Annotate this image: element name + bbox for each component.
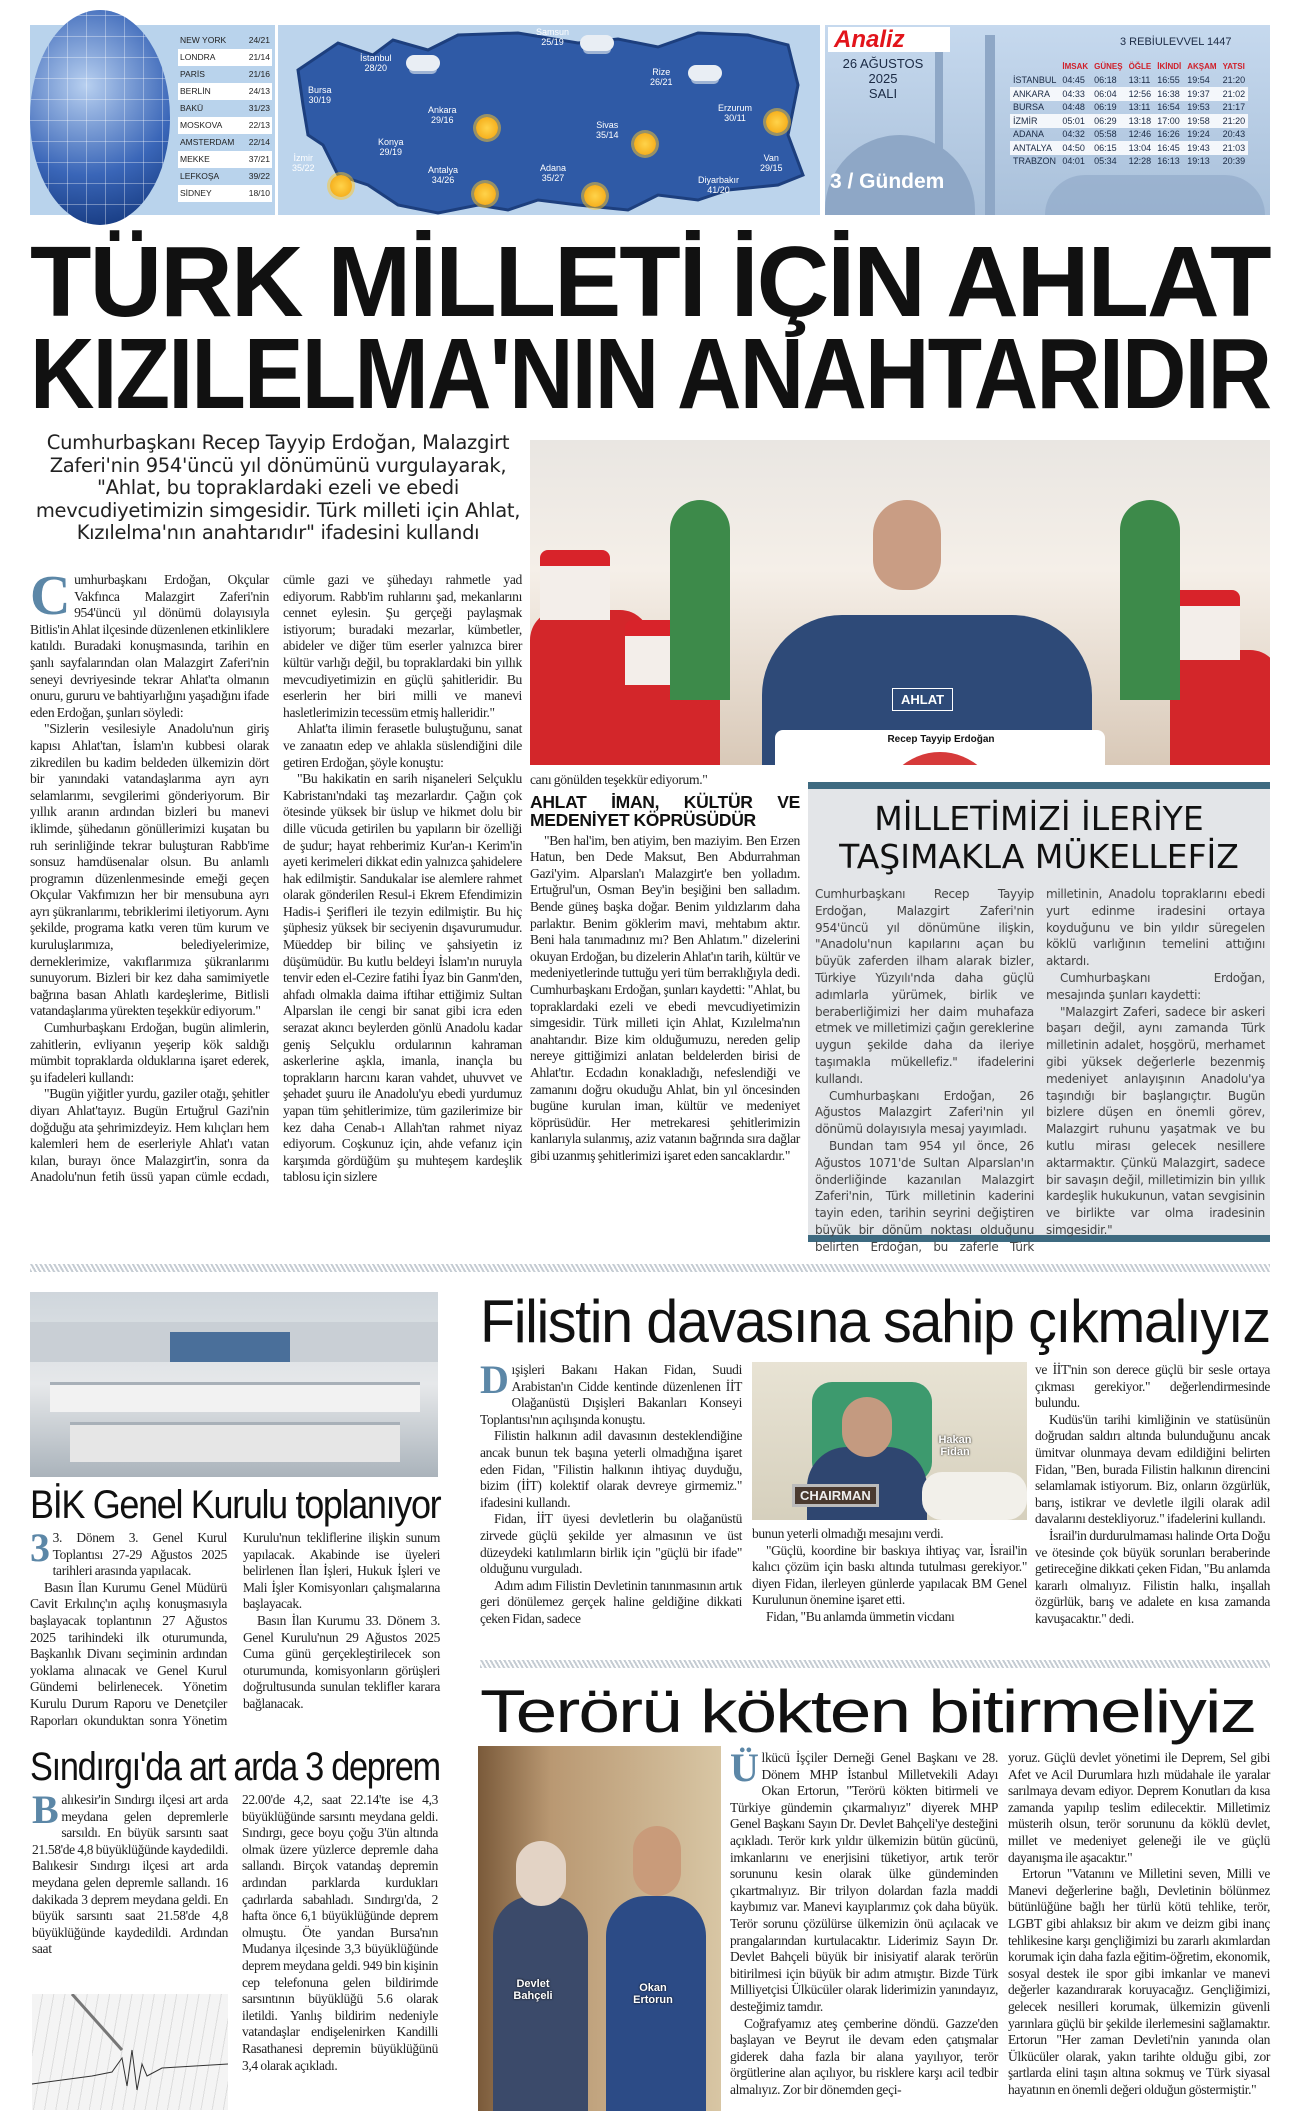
world-city-row [178, 32, 272, 49]
seismograph-photo [32, 1994, 228, 2110]
paragraph: Filistin halkının adil davasının desteklendiğine ancak bunun tek başına yeterli olmadığına işaret eden Fidan, "Filistin halkının ihtiyaç duyduğu, bizim (İİT) kolektif olarak devreye girmemiz." ifadesini kullandı. [480, 1428, 742, 1510]
paragraph: Fidan, İİT üyesi devletlerin bu olağanüstü zirvede güçlü şekilde yer almasının ve üst düzeydeki katılımların birlik için "güçlü bir ifade" olduğunu vurguladı. [480, 1511, 742, 1577]
paragraph: alıkesir'in Sındırgı ilçesi art arda meydana gelen depremlerle sarsıldı. En büyük sarsıntı saat 21.58'de 4,8 büyüklüğünde kaydedildi. Balıkesir Sındırgı ilçesi art arda meydana gelen depremle sallandı. 16 dakikada 3 deprem meydana geldi. En büyük sarsıntı saat 21.58'de 4,8 büyüklüğünde kaydedildi. Ardından saat [32, 1792, 228, 1957]
city-name: MOSKOVA [180, 120, 223, 130]
drop-cap: B [32, 1787, 59, 1832]
prayer-city: TRABZON [1013, 156, 1057, 167]
paragraph: Cumhurbaşkanı Erdoğan, mesajında şunları kaydetti: [1046, 970, 1265, 1002]
map-city [650, 67, 673, 87]
teror-col1 [730, 1745, 998, 2098]
city-temp: 22/13 [248, 120, 270, 130]
map-city-name: Sivas [596, 120, 619, 130]
map-city-temp: 30/11 [724, 113, 746, 123]
drop-cap: 3 [30, 1525, 50, 1570]
map-city [718, 103, 752, 123]
sun-icon [634, 133, 656, 155]
map-city-name: Adana [540, 163, 567, 173]
drop-cap: C [30, 565, 71, 627]
prayer-time: 19:13 [1187, 156, 1210, 167]
drop-cap: D [480, 1357, 509, 1402]
prayer-time: 16:54 [1157, 102, 1180, 113]
prayer-city: BURSA [1013, 102, 1045, 113]
drop-cap: Ü [730, 1745, 759, 1790]
city-name: SİDNEY [180, 188, 212, 198]
map-city-temp: 29/15 [760, 163, 783, 173]
world-city-row [178, 83, 272, 100]
city-temp: 24/21 [248, 35, 270, 45]
analiz-logo[interactable]: Analiz [828, 27, 950, 52]
prayer-time: 19:54 [1187, 75, 1210, 86]
chairman-sign: CHAIRMAN [792, 1484, 879, 1507]
box-body [815, 886, 1265, 1256]
city-name: MEKKE [180, 154, 210, 164]
map-city-name: İzmir [293, 153, 314, 163]
photo-caption: Devlet Bahçeli [513, 1978, 553, 2002]
map-city [698, 175, 739, 195]
map-city-name: Van [763, 153, 779, 163]
prayer-time: 04:33 [1059, 87, 1091, 101]
map-city-temp: 30/19 [308, 95, 332, 105]
world-weather-table [178, 32, 272, 202]
city-name: BAKÜ [180, 103, 204, 113]
prayer-header: İMSAK [1062, 62, 1089, 72]
turkey-weather-map [278, 25, 820, 215]
paragraph: Adım adım Filistin Devletinin tanınmasının artık geri dönülemez gerçek haline geldiğine dikkati çeken Fidan, sadece [480, 1577, 742, 1626]
map-city-name: Bursa [308, 85, 332, 95]
prayer-time: 19:58 [1184, 114, 1219, 128]
prayer-time: 16:13 [1157, 156, 1180, 167]
prayer-time: 19:53 [1187, 102, 1210, 113]
paragraph: "Bugün yiğitler yurdu, gaziler otağı, şehitler diyarı Ahlat'tayız. Bugün Ertuğrul Gazi'nin doğduğu ata şehrimizdeyiz. Hem kılıçları hem kalemleri hem de eserleriyle Ahlat'ı vatan kılan, burayı önce Malazgirt'in, sonra da Anadolu'nun fetih üssü yapan cümle ecdadı, cümle gazi ve şühedayı rahmetle yad ediyorum. Rabb'im ruhlarını şad, mekanlarını cennet eylesin. Şu gerçeği paylaşmak istiyorum; buradaki mezarlar, kümbetler, abideler ve diğer tüm eserler yalnızca birer kültür varlığı değil, bu topraklardaki bin yıllık mevcudiyetimizin en güçlü şahitleridir. Bu eserlerin her biri milli ve manevi hasletlerimizin tecessüm etmiş halleridir." [30, 572, 522, 1185]
world-city-row [178, 151, 272, 168]
hijri-date: 3 REBİULEVVEL 1447 [1120, 36, 1232, 48]
prayer-header: İKİNDİ [1157, 62, 1182, 72]
map-city-name: İstanbul [360, 53, 392, 63]
box-headline [808, 800, 1270, 876]
map-city [536, 27, 569, 47]
globe-grid [30, 10, 170, 225]
erdogan-speech-photo [530, 440, 1270, 765]
prayer-time: 04:01 [1062, 156, 1085, 167]
paragraph: ve İİT'nin son derece güçlü bir sesle ortaya çıkması gerekiyor." değerlendirmesinde bulundu. [1035, 1362, 1270, 1411]
prayer-time: 04:48 [1062, 102, 1085, 113]
map-city-name: Samsun [536, 27, 570, 37]
paragraph: ışişleri Bakanı Hakan Fidan, Suudi Arabistan'ın Cidde kentinde düzenlenen İİT Olağanüstü Dışişleri Bakanları Konseyi Toplantısı'nın açılışında konuştu. [480, 1362, 742, 1427]
map-city [292, 153, 315, 173]
prayer-header: ÖĞLE [1128, 62, 1152, 72]
prayer-time: 21:03 [1220, 141, 1249, 155]
paragraph: umhurbaşkanı Erdoğan, Okçular Vakfınca Malazgirt Zaferi'nin 954'üncü yıl dönümü dolayısıyla Bitlis'in Ahlat ilçesinde düzenlenen etkinliklere katıldı. Buradaki konuşmasında, tarihin en şanlı sayfalarından olan Malazgirt Zaferi'nin seneyi devriyesinde tekrar Ahlat'ta olmanın onuru, gururu ve bahtiyarlığını yaşadığını ifade eden Erdoğan, şunları söyledi: [30, 572, 269, 720]
prayer-time: 17:00 [1154, 114, 1184, 128]
main-headline [30, 226, 1271, 430]
city-name: LONDRA [180, 52, 216, 62]
map-city [596, 120, 619, 140]
sun-icon [766, 111, 788, 133]
map-city-temp: 29/19 [379, 147, 403, 157]
paragraph: İsrail'in durdurulmaması halinde Orta Doğu ve ötesinde çok büyük sorunları beraberinde getireceğine dikkati çeken Fidan, "Bu anlamda kararlı olmalıyız. Filistin halkı, inşallah özgürlük, barış ve adalete en kısa zamanda kavuşacaktır." dedi. [1035, 1527, 1270, 1626]
city-temp: 31/23 [248, 103, 270, 113]
issue-date [828, 56, 938, 101]
map-city-temp: 35/22 [292, 163, 315, 173]
prayer-row [1010, 114, 1248, 128]
map-city-temp: 28/20 [364, 63, 388, 73]
paragraph: Ertorun "Vatanını ve Milletini seven, Milli ve Manevi değerlerine bağlı, Devletinin bölünmez bütünlüğüne bağlı her türlü kötü tehlike, terör, LGBT gibi ahlaksız bir akım ve deizm gibi inanç tehlikesine karşı gençliğimizi bu zararlı akımlardan korumak için daha fazla eğitim-öğretim, ekonomik, sosyal destek ile spor gibi imkanlar ve manevi değerler kazandırarak koruyacağız. Gençliğimizi, gelecek nesilleri korumak, ülkemizin güvenli yarınlara güçlü bir şekilde ilerlemesini sağlamaktır. Ertorun "Her zaman Devleti'nin yanında olan Ülkücüler olarak, yakın tarihte olduğu gibi, zor şartlarda elini taşın altına sokmuş ve Türk siyasal hayatının en önemli değeri olduğun göstermiştir." [1008, 1866, 1270, 2097]
prayer-row [1010, 87, 1248, 101]
prayer-row [1010, 155, 1248, 169]
prayer-time: 05:34 [1094, 156, 1117, 167]
paragraph: yoruz. Güçlü devlet yönetimi ile Deprem, Sel gibi Afet ve Acil Durumlara hızlı müdahale ile yaralar sarılmaya devam ediyor. Deprem Konutları da kısa zamanda yapılıp teslim edilecektir. Milletimiz müsterih olsun, terör sorununu da köklü devlet, millet ve medeniyet geleneği ile ve güçlü dayanışma ile aşacaktır." [1008, 1750, 1270, 1865]
section-divider [30, 1264, 1270, 1272]
prayer-time: 20:39 [1222, 156, 1246, 167]
prayer-time: 06:15 [1091, 141, 1125, 155]
prayer-time: 12:46 [1128, 129, 1152, 140]
city-temp: 37/21 [248, 154, 270, 164]
photo-caption: Okan Ertorun [633, 1982, 673, 2006]
world-city-row [178, 100, 272, 117]
paragraph: Basın İlan Kurumu Genel Müdürü Cavit Erkılınç'ın açılış konuşmasıyla başlayacak toplantının 27 Ağustos 2025 tarihindeki ilk oturumunda, Başkanlık Divanı seçiminin ardından yoklama alınacak ve Genel Kurul Gündemi belirlenecek. Yönetim Kurulu Durum Raporu ve Denetçiler Raporları okunduktan sonra Yönetim Kurulu'nun tekliflerine ilişkin sunum yapılacak. Akabinde ise üyeleri belirlenen İlan İşleri, Hukuk İşleri ve Mali İşler Komisyonları çalışmalarına başlayacak. [30, 1530, 440, 1728]
paragraph: "Sizlerin vesilesiyle Anadolu'nun giriş kapısı Ahlat'tan, İslam'ın kubbesi olarak zikredilen bu kadim beldeden ülkemizin dört bir yanındaki vatandaşlarıma ayrı ayrı selamlarımı, sevgilerimi gönderiyorum. Bir yıllık aranın ardından bizleri bu manevi iklimde, şühedanın gönüllerimizi kuşatan bu ruh serinliğinde tekrar buluşturan Rabb'ime sonsuz hamdüsenalar olsun. Bu anlamlı programın düzenlenmesinde emeği geçen Okçular Vakfımızın her bir mensubuna ayrı ayrı şükranlarımı, tebriklerimi iletiyorum. Aynı şekilde, programa katkı veren tüm kurum ve kuruluşlarımıza, belediyelerimize, derneklerimize, vakıflarımıza şükranlarımı sunuyorum. Bizleri bir kez daha samimiyetle bağrına basan Ahlatlı kardeşlerime, Bitlisli vatandaşlarıma yürekten teşekkür ediyorum." [30, 721, 269, 1019]
section-divider [480, 1660, 1270, 1668]
prayer-city: ANTALYA [1010, 141, 1059, 155]
prayer-row [1010, 141, 1248, 155]
bik-headline: BİK Genel Kurulu toplanıyor [30, 1483, 441, 1527]
sindirgi-headline: Sındırgı'da art arda 3 deprem [30, 1745, 440, 1789]
map-city-name: Rize [652, 67, 671, 77]
world-city-row [178, 49, 272, 66]
prayer-header: YATSI [1222, 62, 1245, 72]
main-article-body [30, 565, 522, 1186]
prayer-city: İZMİR [1010, 114, 1059, 128]
prayer-city: İSTANBUL [1013, 75, 1057, 86]
city-temp: 18/10 [248, 188, 270, 198]
prayer-time: 06:04 [1091, 87, 1125, 101]
prayer-header: AKŞAM [1187, 62, 1217, 72]
map-city-temp: 35/14 [596, 130, 619, 140]
city-name: BERLİN [180, 86, 211, 96]
paragraph: "Güçlü, koordine bir baskıya ihtiyaç var, İsrail'in kalıcı çözüm için baskı altında tutulması gerekiyor." diyen Fidan, ilerleyen günlerde yapılacak BM Genel Kurulunun önemine işaret etti. [752, 1542, 1027, 1608]
map-city [428, 105, 457, 125]
photo-caption: Hakan Fidan [938, 1434, 972, 1458]
map-city-temp: 35/27 [541, 173, 565, 183]
paragraph: Coğrafyamız ateş çemberine döndü. Gazze'den başlayan ve Beyrut ile devam eden çatışmalar giderek daha fazla bir alana yayılıyor, terör örgütlerine alan açılıyor, bu risklere karşı acil tedbir almalıyız. Zor bir dönemden geçi- [730, 2015, 998, 2097]
rain-cloud-icon [580, 35, 614, 51]
prayer-times-table [1010, 60, 1248, 168]
prayer-time: 13:11 [1128, 102, 1151, 113]
map-city-temp: 29/16 [431, 115, 454, 125]
map-city [308, 85, 332, 105]
prayer-time: 16:55 [1157, 75, 1180, 86]
world-city-row [178, 185, 272, 202]
headline-line-1: TÜRK MİLLETİ İÇİN AHLAT [30, 226, 1270, 338]
map-city [360, 53, 392, 73]
prayer-time: 06:29 [1091, 114, 1125, 128]
filistin-col2 [752, 1526, 1027, 1626]
filistin-col1 [480, 1357, 742, 1628]
section-label: 3 / Gündem [830, 170, 945, 193]
filistin-col3 [1035, 1362, 1270, 1628]
map-city-name: Erzurum [718, 103, 753, 113]
city-temp: 24/13 [248, 86, 270, 96]
map-city [378, 137, 404, 157]
paragraph: 3. Dönem 3. Genel Kurul Toplantısı 27-29 Ağustos 2025 tarihleri arasında yapılacak. [52, 1530, 227, 1579]
prayer-time: 19:37 [1184, 87, 1219, 101]
city-name: AMSTERDAM [180, 137, 235, 147]
prayer-time: 16:26 [1157, 129, 1180, 140]
paragraph: 22.00'de 4,2, saat 22.14'te ise 4,3 büyüklüğünde sarsıntı meydana geldi. Sındırgı, gece boyu çoğu 3'ün altında olmak üzere yüzlerce depremle daha sallandı. Birçok vatandaş depremin ardından parklarda kurdukları çadırlarda sabahladı. Sındırgı'da, 2 hafta önce 6,1 büyüklüğünde deprem olmuştu. Öte yandan Bursa'nın Mudanya ilçesinde 3,3 büyüklüğünde deprem meydana geldi. 949 bin kişinin cep telefonuna gelen bildirimde sarsıntının büyüklüğü 5.6 olarak iletildi. Yanlış bildirim nedeniyle vatandaşlar endişelenirken Kandilli Rasathanesi depremin büyüklüğünü 3,4 olarak açıkladı. [242, 1792, 438, 2073]
weekday: SALI [868, 86, 898, 101]
prayer-row [1010, 101, 1248, 115]
map-city-temp: 26/21 [650, 77, 673, 87]
world-city-row [178, 168, 272, 185]
subheading: AHLAT İMAN, KÜLTÜR VE MEDENİYET KÖPRÜSÜDÜR [530, 791, 800, 830]
date: 26 AĞUSTOS 2025 [842, 56, 924, 86]
paragraph: Ahlat'ta ilimin ferasetle buluştuğunu, sanat ve zanaatın edep ve ahlakla süslendiğini dile getiren Erdoğan, şöyle konuştu: [283, 721, 522, 770]
prayer-header: GÜNEŞ [1094, 62, 1123, 72]
box-title-line-1: MİLLETİMİZİ İLERİYE [874, 799, 1204, 838]
city-temp: 22/14 [248, 137, 270, 147]
map-city-temp: 41/20 [707, 185, 730, 195]
rain-cloud-icon [688, 65, 722, 81]
prayer-time: 21:17 [1222, 102, 1246, 113]
paragraph: canı gönülden teşekkür ediyorum." [530, 772, 708, 787]
prayer-time: 04:32 [1062, 129, 1085, 140]
paragraph: "Ben hal'im, ben atiyim, ben maziyim. Ben Erzen Hatun, ben Dede Maksut, Ben Abdurrahman Gazi'yim. Alparslan'ı Malazgirt'e ben yolladım. Ertuğrul'un, Osman Bey'in beşiğini ben salladım. Bende güneş başka doğar. Benim yıldızlarım daha parlaktır. Benim göklerim mavi, mehtabım aktır. Beni hala tanımadınız mı? Ben Ahlatım." dizelerini okuyan Erdoğan, bu dizelerin Ahlat'ın tarih, kültür ve medeniyetlerinde tuttuğu yeri tüm berraklığıyla dedi. Cumhurbaşkanı Erdoğan, şunları kaydetti: "Ahlat, bu topraklardaki ezeli ve ebedi mevcudiyetimizin simgesidir. Türk milleti için Ahlat, Kızılelma'nın anahtarıdır. Bize kim olduğumuzu, nereden gelip nereye gittiğimizi anlatan beldelerden birisi de Ahlat'tır. Ecdadın konakladığı, nefeslendiği ve zamanını doğru okuduğu Ahlat, bin yıl öncesinden bugüne kurulan iman, kültür ve medeniyet köprüsüdür. Her metrekaresi şehitlerimizin kanlarıyla sulanmış, aziz vatanın bağrında sıra dağlar gibi uzanmış şehitlerimizi işaret eden sancaklardır." [530, 832, 800, 1163]
paragraph: Cumhurbaşkanı Erdoğan, bugün alimlerin, zahitlerin, evliyanın yeşerip kök saldığı mümbit topraklarda olduklarına işaret ederek, şu ifadeleri kullandı: [30, 1020, 269, 1085]
lead-paragraph: Cumhurbaşkanı Recep Tayyip Erdoğan, Malazgirt Zaferi'nin 954'üncü yıl dönümünü vurgulayarak, "Ahlat, bu topraklardaki ezeli ve ebedi mevcudiyetimizin simgesidir. Türk milleti için Ahlat, Kızılelma'nın anahtarıdır" ifadesini kullandı [35, 431, 521, 544]
box-title-line-2: TAŞIMAKLA MÜKELLEFİZ [839, 837, 1239, 876]
prayer-time: 13:04 [1126, 141, 1155, 155]
bahceli-ertorun-photo [478, 1746, 721, 2111]
paragraph: lkücü İşçiler Derneği Genel Başkanı ve 28. Dönem MHP İstanbul Milletvekili Adayı Okan Ertorun, "Terörü kökten bitirmeli ve Türkiye gündemin çıkarmalıyız" diyerek MHP Genel Başkanı Sayın Dr. Devlet Bahçeli'ye desteğini açıkladı. Terör kırk yıldır ülkemizin bütün gücünü, imkanlarını ve enerjisini tüketiyor, artık terör sorununu kesin olarak ülke gündeminden çıkartmalıyız. Bir trilyon dolardan fazla maddi kaybımız var. Manevi kayıplarımız çok daha büyük. Terör sorunu çözülürse ülkemizin önü açılacak ve prangalarından kurtulacaktır. Liderimiz Sayın Dr. Devlet Bahçeli büyük bir inisiyatif alarak terörün bitirilmesi için büyük bir adım atmıştır. Bizde Türk Milliyetçisi Ülkücüler olarak liderimizin yanındayız, desteğimiz tamdır. [730, 1750, 998, 2014]
podium-sign: AHLAT [892, 688, 953, 711]
prayer-time: 12:28 [1128, 156, 1152, 167]
prayer-city: ANKARA [1010, 87, 1059, 101]
world-city-row [178, 117, 272, 134]
city-name: NEW YORK [180, 35, 227, 45]
prayer-time: 19:24 [1187, 129, 1210, 140]
prayer-time: 21:02 [1220, 87, 1249, 101]
main-article-col3 [530, 772, 800, 1164]
map-city-name: Konya [378, 137, 404, 147]
paragraph: Bundan tam 954 yıl önce, 26 Ağustos 1071'de Sultan Alparslan'ın önderliğinde kazanılan Malazgirt Zaferi'nin, Türk milletinin kaderini tayin eden, tarihin seyrini değiştiren büyük bir dönüm noktası olduğunu belirten Erdoğan, bu zaferle Türk milletinin, Anadolu topraklarını ebedi yurt edinme iradesini ortaya koyduğunu ve bin yıldır süregelen köklü varlığının temelini attığını aktardı. [815, 887, 1265, 1254]
paragraph: Cumhurbaşkanı Recep Tayyip Erdoğan, Malazgirt Zaferi'nin 954'üncü yıl dönümüne ilişkin, "Anadolu'nun kapılarını açan bu büyük zaferden ilham alarak bizler, Türkiye Yüzyılı'nda daha güçlü adımlarla yürümek, birlik ve beraberliğimizi her daim muhafaza etmek ve milletimizi çağın gereklerine uygun şekilde daha da ileriye taşımakla mükellefiz." ifadelerini kullandı. [815, 887, 1034, 1086]
prayer-time: 13:11 [1128, 75, 1151, 86]
paragraph: Cumhurbaşkanı Erdoğan, 26 Ağustos Malazgirt Zaferi'nin yıl dönümü dolayısıyla mesaj yayımladı. [815, 1088, 1034, 1137]
city-temp: 39/22 [248, 171, 270, 181]
bik-article-body [30, 1525, 440, 1729]
photo-caption: Recep Tayyip Erdoğan [887, 734, 995, 745]
teror-headline: Terörü kökten bitirmeliyiz [480, 1678, 1256, 1745]
prayer-time: 16:45 [1154, 141, 1184, 155]
partly-cloudy-icon [406, 55, 440, 71]
prayer-time: 13:18 [1126, 114, 1155, 128]
world-city-row [178, 66, 272, 83]
prayer-time: 04:45 [1062, 75, 1085, 86]
sun-icon [476, 117, 498, 139]
prayer-time: 12:56 [1126, 87, 1155, 101]
sun-icon [584, 185, 606, 207]
city-temp: 21/16 [248, 69, 270, 79]
map-city-name: Diyarbakır [698, 175, 740, 185]
prayer-row [1010, 128, 1248, 142]
teror-col2 [1008, 1750, 1270, 2098]
hakan-fidan-photo [752, 1362, 1027, 1520]
paragraph: Fidan, "Bu anlamda ümmetin vicdanı [766, 1608, 955, 1624]
prayer-time: 21:20 [1220, 114, 1249, 128]
bik-meeting-photo [30, 1292, 438, 1477]
map-city-temp: 34/26 [431, 175, 455, 185]
prayer-time: 21:20 [1222, 75, 1246, 86]
headline-line-2: KIZILELMA'NIN ANAHTARIDIR [30, 318, 1271, 430]
paragraph: "Malazgirt Zaferi, sadece bir askeri başarı değil, aynı zamanda Türk milletinin adalet, hoşgörü, merhamet gibi yüksek değerlerle bezenmiş medeniyet anlayışının Anadolu'ya taşındığı bir başlangıçtır. Bugün bizlere düşen en önemli görev, Malazgirt ruhunu yaşatmak ve bu kutlu mirası gelecek nesillere aktarmaktır. Çünkü Malazgirt, sadece bir savaşın değil, milletimizin bin yıllık kardeşlik hukukunun, vatan sevgisinin ve birlikte var olma iradesinin simgesidir." [1046, 1004, 1265, 1237]
map-city-name: Ankara [428, 105, 457, 115]
map-city [760, 153, 783, 173]
city-name: LEFKOŞA [180, 171, 220, 181]
map-city [428, 165, 458, 185]
city-temp: 21/14 [248, 52, 270, 62]
prayer-row [1010, 74, 1248, 88]
prayer-city: ADANA [1013, 129, 1045, 140]
prayer-time: 20:43 [1222, 129, 1246, 140]
sindirgi-col1 [32, 1787, 228, 1958]
prayer-time: 19:43 [1184, 141, 1219, 155]
prayer-time: 06:18 [1094, 75, 1117, 86]
prayer-time: 16:38 [1154, 87, 1184, 101]
map-city-temp: 25/19 [541, 37, 564, 47]
map-city [540, 163, 566, 183]
prayer-time: 05:58 [1094, 129, 1117, 140]
sindirgi-col2 [242, 1792, 438, 2074]
paragraph: Kudüs'ün tarihi kimliğinin ve statüsünün doğrudan saldırı altında bulunduğunu ancak ümitvar olunmaya devam edildiğini belirten Fidan, "Ben, burada Filistin halkının direncini selamlamak istiyorum. Biz, onların özgürlük, barış, istikrar ve devletle ilgili olarak adil davalarını destekliyoruz." ifadelerini kullandı. [1035, 1411, 1270, 1527]
prayer-time: 05:01 [1059, 114, 1091, 128]
prayer-time: 04:50 [1059, 141, 1091, 155]
filistin-headline: Filistin davasına sahip çıkmalıyız [480, 1288, 1270, 1355]
paragraph: bunun yeterli olmadığı mesajını verdi. [752, 1526, 944, 1541]
paragraph: "Bu hakikatin en sarih nişaneleri Selçuklu Kabristanı'ndaki taş mezarlardır. Çağın çok ötesinde yüksek bir üslup ve hikmet dolu bir dille vücuda getirilen bu yapıların bir özelliği de şudur; hayat rehberimiz Kur'an-ı Kerim'in ayeti kerimeleri dikkat edin yalnızca şahidelere hak edilmiştir. Sandukalar ise alemlere rahmet olarak gönderilen Resul-i Ekrem Efendimizin Hadis-i Şerifleri ile tezyin edilmiştir. Bu hiç şüphesiz yüksek bir seciyenin dışavurumudur. Müeddep bir bilinç ve şahsiyetin iz düşümüdür. Bu kutlu beldeyi İslam'ın nuruyla tenvir eden el-Cezire fatihi İyaz bin Ganm'den, ahfadı olmakla daima iftihar ettiğimiz Sultan Alparslan ile cengi bir sanat gibi icra eden serazat akıncı beylerden gönlü Anadolu kadar geniş Selçuklu ordularının kahraman askerlerine aşkla, imanla, inançla bu toprakların harcını karan vahdet, uhuvvet ve şehadet şuuru ile Anadolu'yu ebedi yurdumuz yapan tüm şehitlerimize, tüm gazilerimize bir kez daha Cenab-ı Allah'tan rahmet niyaz ediyorum. Coşkunuz için, ahde vefanız için karşımda gördüğüm şu muhteşem kardeşlik tablosu için sizlere [283, 771, 522, 1185]
map-city-name: Antalya [428, 165, 459, 175]
paragraph: Basın İlan Kurumu 33. Dönem 3. Genel Kurulu'nun 29 Ağustos 2025 Cuma günü gerçekleştirilecek son oturumunda, komisyonların görüşleri doğrultusunda sunulan teklifler karara bağlanacak. [243, 1612, 440, 1711]
sun-icon [330, 175, 352, 197]
sun-icon [474, 183, 496, 205]
world-city-row [178, 134, 272, 151]
city-name: PARİS [180, 69, 205, 79]
prayer-time: 06:19 [1094, 102, 1117, 113]
